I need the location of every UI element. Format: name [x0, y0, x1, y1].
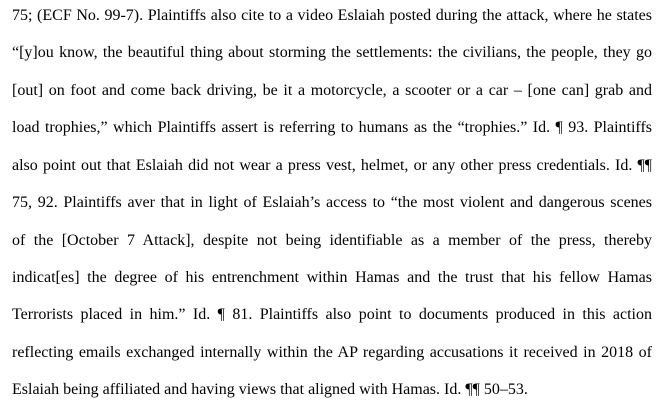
paragraph-line-2: “[y]ou know, the beautiful thing about storming the settlements: the civilians, the people, they go [12, 44, 652, 61]
paragraph-line-10: reflecting emails exchanged internally within the AP regarding accusations it received in 2018 of [12, 344, 652, 361]
paragraph-line-7: of the [October 7 Attack], despite not being identifiable as a member of the press, thereby [12, 232, 652, 249]
paragraph-line-4: load trophies,” which Plaintiffs assert is referring to humans as the “trophies.” Id. ¶ 93. Plaintiffs [12, 119, 652, 136]
paragraph-line-11: Eslaiah being affiliated and having views that aligned with Hamas. Id. ¶¶ 50–53. [12, 381, 528, 398]
paragraph-line-1: 75; (ECF No. 99-7). Plaintiffs also cite to a video Eslaiah posted during the attack, where he states [12, 7, 652, 24]
paragraph-line-3: [out] on foot and come back driving, be it a motorcycle, a scooter or a car – [one can] grab and [12, 82, 652, 99]
paragraph-line-9: Terrorists placed in him.” Id. ¶ 81. Plaintiffs also point to documents produced in this action [12, 306, 652, 323]
paragraph-line-5: also point out that Eslaiah did not wear a press vest, helmet, or any other press credentials. Id. ¶¶ [12, 157, 652, 174]
paragraph-line-8: indicat[es] the degree of his entrenchment within Hamas and the trust that his fellow Hamas [12, 269, 652, 286]
paragraph-line-6: 75, 92. Plaintiffs aver that in light of Eslaiah’s access to “the most violent and dangerous scenes [12, 194, 652, 211]
